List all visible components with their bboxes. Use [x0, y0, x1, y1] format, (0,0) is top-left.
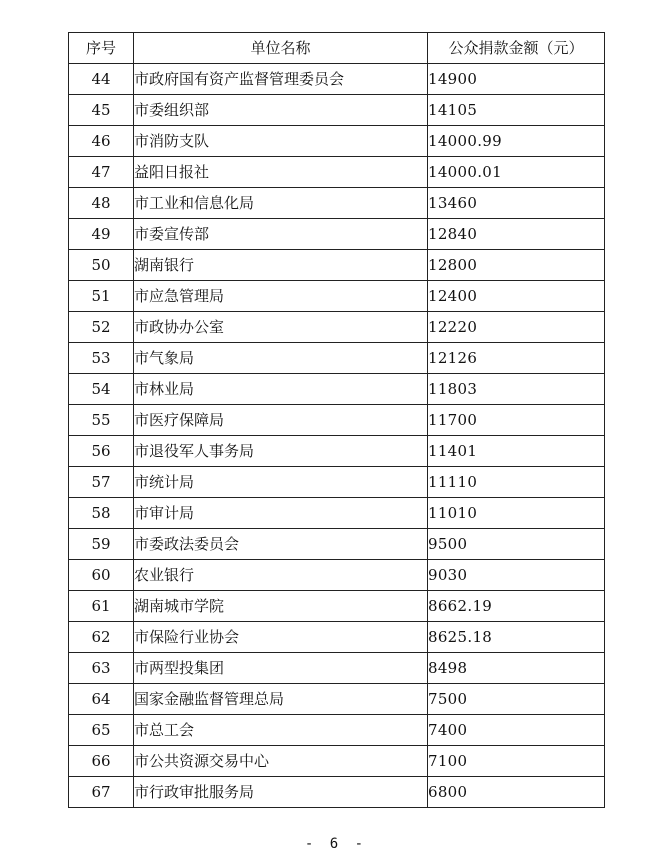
header-donation-amount: 公众捐款金额（元）	[428, 33, 605, 64]
row-number-cell: 52	[69, 312, 134, 343]
row-number-cell: 44	[69, 64, 134, 95]
donation-amount-cell: 11803	[428, 374, 605, 405]
unit-name-cell: 市消防支队	[134, 126, 428, 157]
table-row	[69, 374, 605, 405]
donation-amount-cell: 11110	[428, 467, 605, 498]
donation-amount-cell: 6800	[428, 777, 605, 808]
unit-name-cell: 市林业局	[134, 374, 428, 405]
table-row	[69, 591, 605, 622]
unit-name-cell: 湖南银行	[134, 250, 428, 281]
row-number-cell: 47	[69, 157, 134, 188]
unit-name-cell: 市两型投集团	[134, 653, 428, 684]
unit-name-cell: 市审计局	[134, 498, 428, 529]
row-number-cell: 56	[69, 436, 134, 467]
table-row	[69, 95, 605, 126]
table-row	[69, 560, 605, 591]
table-row	[69, 715, 605, 746]
row-number-cell: 64	[69, 684, 134, 715]
row-number-cell: 46	[69, 126, 134, 157]
donation-amount-cell: 7500	[428, 684, 605, 715]
row-number-cell: 66	[69, 746, 134, 777]
unit-name-cell: 市委宣传部	[134, 219, 428, 250]
table-row	[69, 746, 605, 777]
row-number-cell: 62	[69, 622, 134, 653]
row-number-cell: 60	[69, 560, 134, 591]
table-body	[69, 64, 605, 808]
table-header-row	[69, 33, 605, 64]
row-number-cell: 49	[69, 219, 134, 250]
donation-amount-cell: 8625.18	[428, 622, 605, 653]
table-row	[69, 343, 605, 374]
unit-name-cell: 市退役军人事务局	[134, 436, 428, 467]
table-row	[69, 684, 605, 715]
donation-amount-cell: 11700	[428, 405, 605, 436]
page-number: - 6 -	[304, 836, 368, 852]
unit-name-cell: 市政府国有资产监督管理委员会	[134, 64, 428, 95]
donation-amount-cell: 14000.99	[428, 126, 605, 157]
table-row	[69, 250, 605, 281]
unit-name-cell: 益阳日报社	[134, 157, 428, 188]
donation-amount-cell: 8662.19	[428, 591, 605, 622]
header-unit-name: 单位名称	[134, 33, 428, 64]
table-row	[69, 405, 605, 436]
donation-amount-cell: 9500	[428, 529, 605, 560]
row-number-cell: 59	[69, 529, 134, 560]
unit-name-cell: 市总工会	[134, 715, 428, 746]
donation-amount-cell: 12800	[428, 250, 605, 281]
donation-amount-cell: 14900	[428, 64, 605, 95]
donation-amount-cell: 11010	[428, 498, 605, 529]
unit-name-cell: 国家金融监督管理总局	[134, 684, 428, 715]
row-number-cell: 67	[69, 777, 134, 808]
table-row	[69, 157, 605, 188]
donation-amount-cell: 12126	[428, 343, 605, 374]
unit-name-cell: 农业银行	[134, 560, 428, 591]
table-row	[69, 529, 605, 560]
unit-name-cell: 市保险行业协会	[134, 622, 428, 653]
unit-name-cell: 市委政法委员会	[134, 529, 428, 560]
table-row	[69, 467, 605, 498]
unit-name-cell: 市气象局	[134, 343, 428, 374]
donation-amount-cell: 14105	[428, 95, 605, 126]
unit-name-cell: 市政协办公室	[134, 312, 428, 343]
table-row	[69, 219, 605, 250]
table-row	[69, 64, 605, 95]
row-number-cell: 45	[69, 95, 134, 126]
unit-name-cell: 市统计局	[134, 467, 428, 498]
table-row	[69, 281, 605, 312]
unit-name-cell: 市委组织部	[134, 95, 428, 126]
donation-amount-cell: 8498	[428, 653, 605, 684]
unit-name-cell: 市行政审批服务局	[134, 777, 428, 808]
donation-amount-cell: 9030	[428, 560, 605, 591]
table-row	[69, 653, 605, 684]
table-row	[69, 777, 605, 808]
table-row	[69, 126, 605, 157]
row-number-cell: 57	[69, 467, 134, 498]
donation-amount-cell: 7400	[428, 715, 605, 746]
row-number-cell: 65	[69, 715, 134, 746]
row-number-cell: 55	[69, 405, 134, 436]
donation-amount-cell: 11401	[428, 436, 605, 467]
donation-amount-cell: 7100	[428, 746, 605, 777]
table-row	[69, 622, 605, 653]
row-number-cell: 58	[69, 498, 134, 529]
table-row	[69, 436, 605, 467]
donation-amount-cell: 12220	[428, 312, 605, 343]
donation-amount-cell: 13460	[428, 188, 605, 219]
row-number-cell: 51	[69, 281, 134, 312]
unit-name-cell: 市公共资源交易中心	[134, 746, 428, 777]
row-number-cell: 63	[69, 653, 134, 684]
donation-amount-cell: 14000.01	[428, 157, 605, 188]
header-number: 序号	[69, 33, 134, 64]
row-number-cell: 61	[69, 591, 134, 622]
table-row	[69, 498, 605, 529]
table-row	[69, 312, 605, 343]
unit-name-cell: 市应急管理局	[134, 281, 428, 312]
row-number-cell: 48	[69, 188, 134, 219]
row-number-cell: 54	[69, 374, 134, 405]
donation-table	[68, 32, 605, 808]
unit-name-cell: 市工业和信息化局	[134, 188, 428, 219]
row-number-cell: 53	[69, 343, 134, 374]
donation-amount-cell: 12400	[428, 281, 605, 312]
unit-name-cell: 湖南城市学院	[134, 591, 428, 622]
unit-name-cell: 市医疗保障局	[134, 405, 428, 436]
donation-amount-cell: 12840	[428, 219, 605, 250]
table-row	[69, 188, 605, 219]
row-number-cell: 50	[69, 250, 134, 281]
